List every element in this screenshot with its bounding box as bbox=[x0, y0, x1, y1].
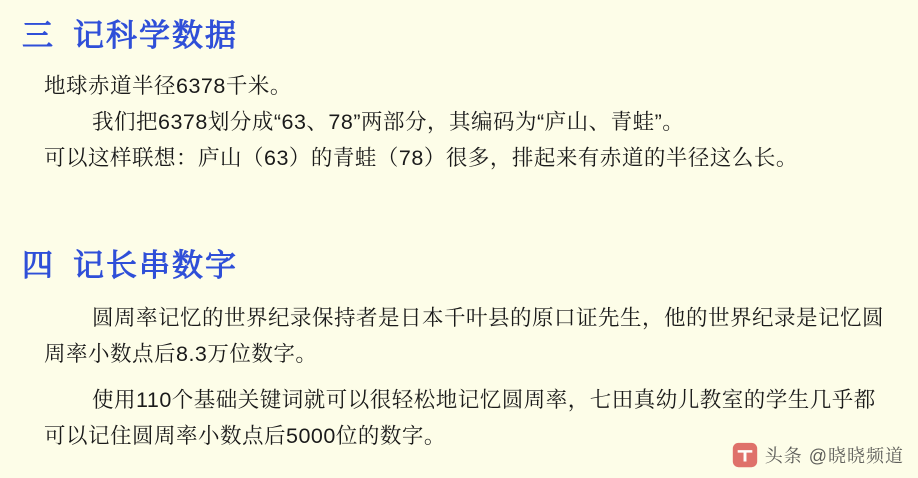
section-title-4: 记长串数字 bbox=[73, 248, 238, 283]
section-number-4: 四 bbox=[22, 248, 55, 283]
section-heading-3 bbox=[22, 10, 238, 55]
section-number-3: 三 bbox=[22, 18, 55, 53]
watermark bbox=[732, 442, 904, 468]
paragraph: 地球赤道半径6378千米。 bbox=[44, 74, 292, 98]
paragraph: 我们把6378划分成“63、78”两部分，其编码为“庐山、青蛙”。 bbox=[92, 110, 685, 134]
section-4-paragraph-1 bbox=[44, 300, 894, 372]
watermark-text: 头条 @晓晓频道 bbox=[764, 446, 904, 466]
toutiao-logo-icon bbox=[732, 442, 758, 468]
section-3-body bbox=[44, 68, 894, 176]
paragraph: 可以这样联想：庐山（63）的青蛙（78）很多，排起来有赤道的半径这么长。 bbox=[44, 146, 798, 170]
section-title-3: 记科学数据 bbox=[73, 18, 238, 53]
paragraph: 圆周率记忆的世界纪录保持者是日本千叶县的原口证先生，他的世界纪录是记忆圆周率小数点后8.3万位数字。 bbox=[44, 306, 885, 366]
paragraph: 使用110个基础关键词就可以很轻松地记忆圆周率，七田真幼儿教室的学生几乎都可以记住圆周率小数点后5000位的数字。 bbox=[44, 388, 876, 448]
section-heading-4 bbox=[22, 240, 238, 285]
